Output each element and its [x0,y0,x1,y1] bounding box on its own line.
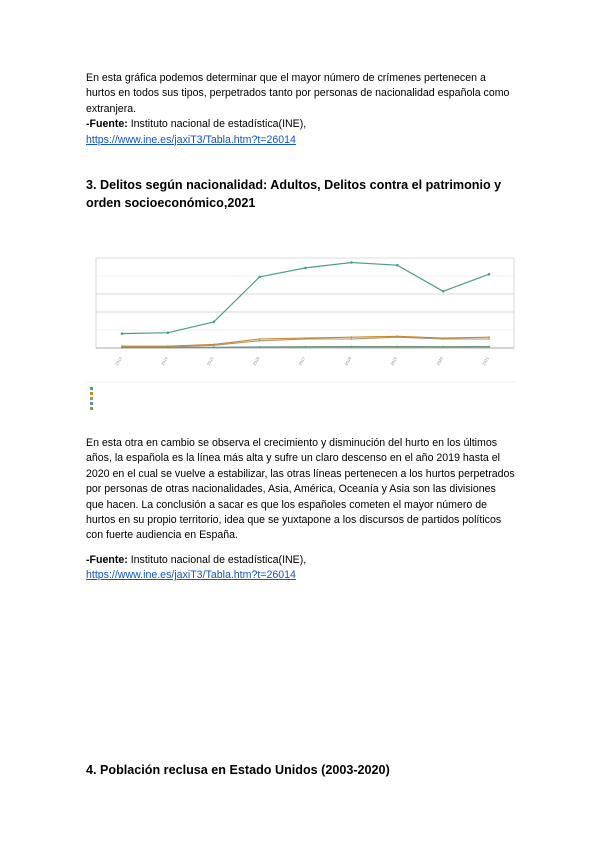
chart-svg [86,252,516,418]
data-point [305,346,307,348]
section2-source-text: Instituto nacional de estadística(INE), [127,118,307,131]
section2-source-link[interactable]: https://www.ine.es/jaxiT3/Tabla.htm?t=26014 [86,133,296,146]
data-point [488,336,490,338]
chart-figure [86,252,516,418]
data-point [167,347,169,349]
data-point [259,346,261,348]
x-tick-label: 2016 [251,356,261,367]
section2-source-label: -Fuente: [86,118,128,131]
data-point [488,338,490,340]
data-point [488,346,490,348]
section4-heading: 4. Población reclusa en Estado Unidos (2003-2020) [86,763,390,777]
data-point [396,264,399,267]
data-point [350,261,353,264]
section3-source-block [86,553,516,584]
section2-text-block [86,71,516,148]
x-tick-label: 2020 [435,356,444,367]
section3-text-block [86,436,516,544]
data-point [167,331,170,334]
data-point [442,290,445,293]
data-point [488,273,491,276]
legend-swatch-1 [90,392,93,395]
data-point [350,338,352,340]
section3-source-line [86,553,516,568]
x-tick-label: 2021 [481,356,490,367]
legend-swatch-2 [90,397,93,400]
section3-source-text: Instituto nacional de estadística(INE), [127,554,307,566]
data-point [350,336,352,338]
data-point [121,347,123,349]
data-point [305,338,307,340]
x-tick-label: 2019 [389,356,399,367]
data-point [258,276,261,279]
data-point [259,338,261,340]
section3-heading: 3. Delitos según nacionalidad: Adultos, Delitos contra el patrimonio y orden socioeconómico,2021 [86,178,502,210]
legend-swatch-0 [90,387,93,390]
data-point [304,267,307,270]
data-point [396,346,398,348]
section2-source-line [86,117,516,132]
data-point [213,347,215,349]
section2-paragraph: En esta gráfica podemos determinar que el mayor número de crímenes pertenecen a hurtos en todos sus tipos, perpetrados tanto por personas de nacionalidad española como extranjera. [86,72,510,115]
x-tick-label: 2017 [297,356,307,367]
data-point [121,332,124,335]
x-tick-label: 2018 [343,356,353,367]
x-tick-label: 2014 [159,356,169,367]
data-point [442,346,444,348]
legend-swatch-4 [90,407,93,410]
data-point [259,340,261,342]
legend-swatch-3 [90,402,93,405]
data-point [212,321,215,324]
x-tick-label: 2013 [114,356,123,367]
section3-source-label: -Fuente: [86,554,128,566]
data-point [442,338,444,340]
x-tick-label: 2015 [205,356,215,367]
plot-area [96,258,514,348]
section3-paragraph: En esta otra en cambio se observa el crecimiento y disminución del hurto en los últimos años, la española es la línea más alta y sufre un claro descenso en el año 2019 hasta el 2020 en el cual se vuelve a estabilizar, las otras líneas pertenecen a los hurtos perpetrados por personas de otras nacionalidades, Asia, América, Oceanía y Asia son las divisiones que hacen. La conclusión a sacar es que los españoles cometen el mayor número de hurtos en su propio territorio, idea que se yuxtapone a los discursos de partidos políticos con fuerte audiencia en España. [86,437,515,542]
data-point [396,336,398,338]
data-point [213,344,215,346]
section3-source-link[interactable]: https://www.ine.es/jaxiT3/Tabla.htm?t=26014 [86,569,296,582]
data-point [350,346,352,348]
